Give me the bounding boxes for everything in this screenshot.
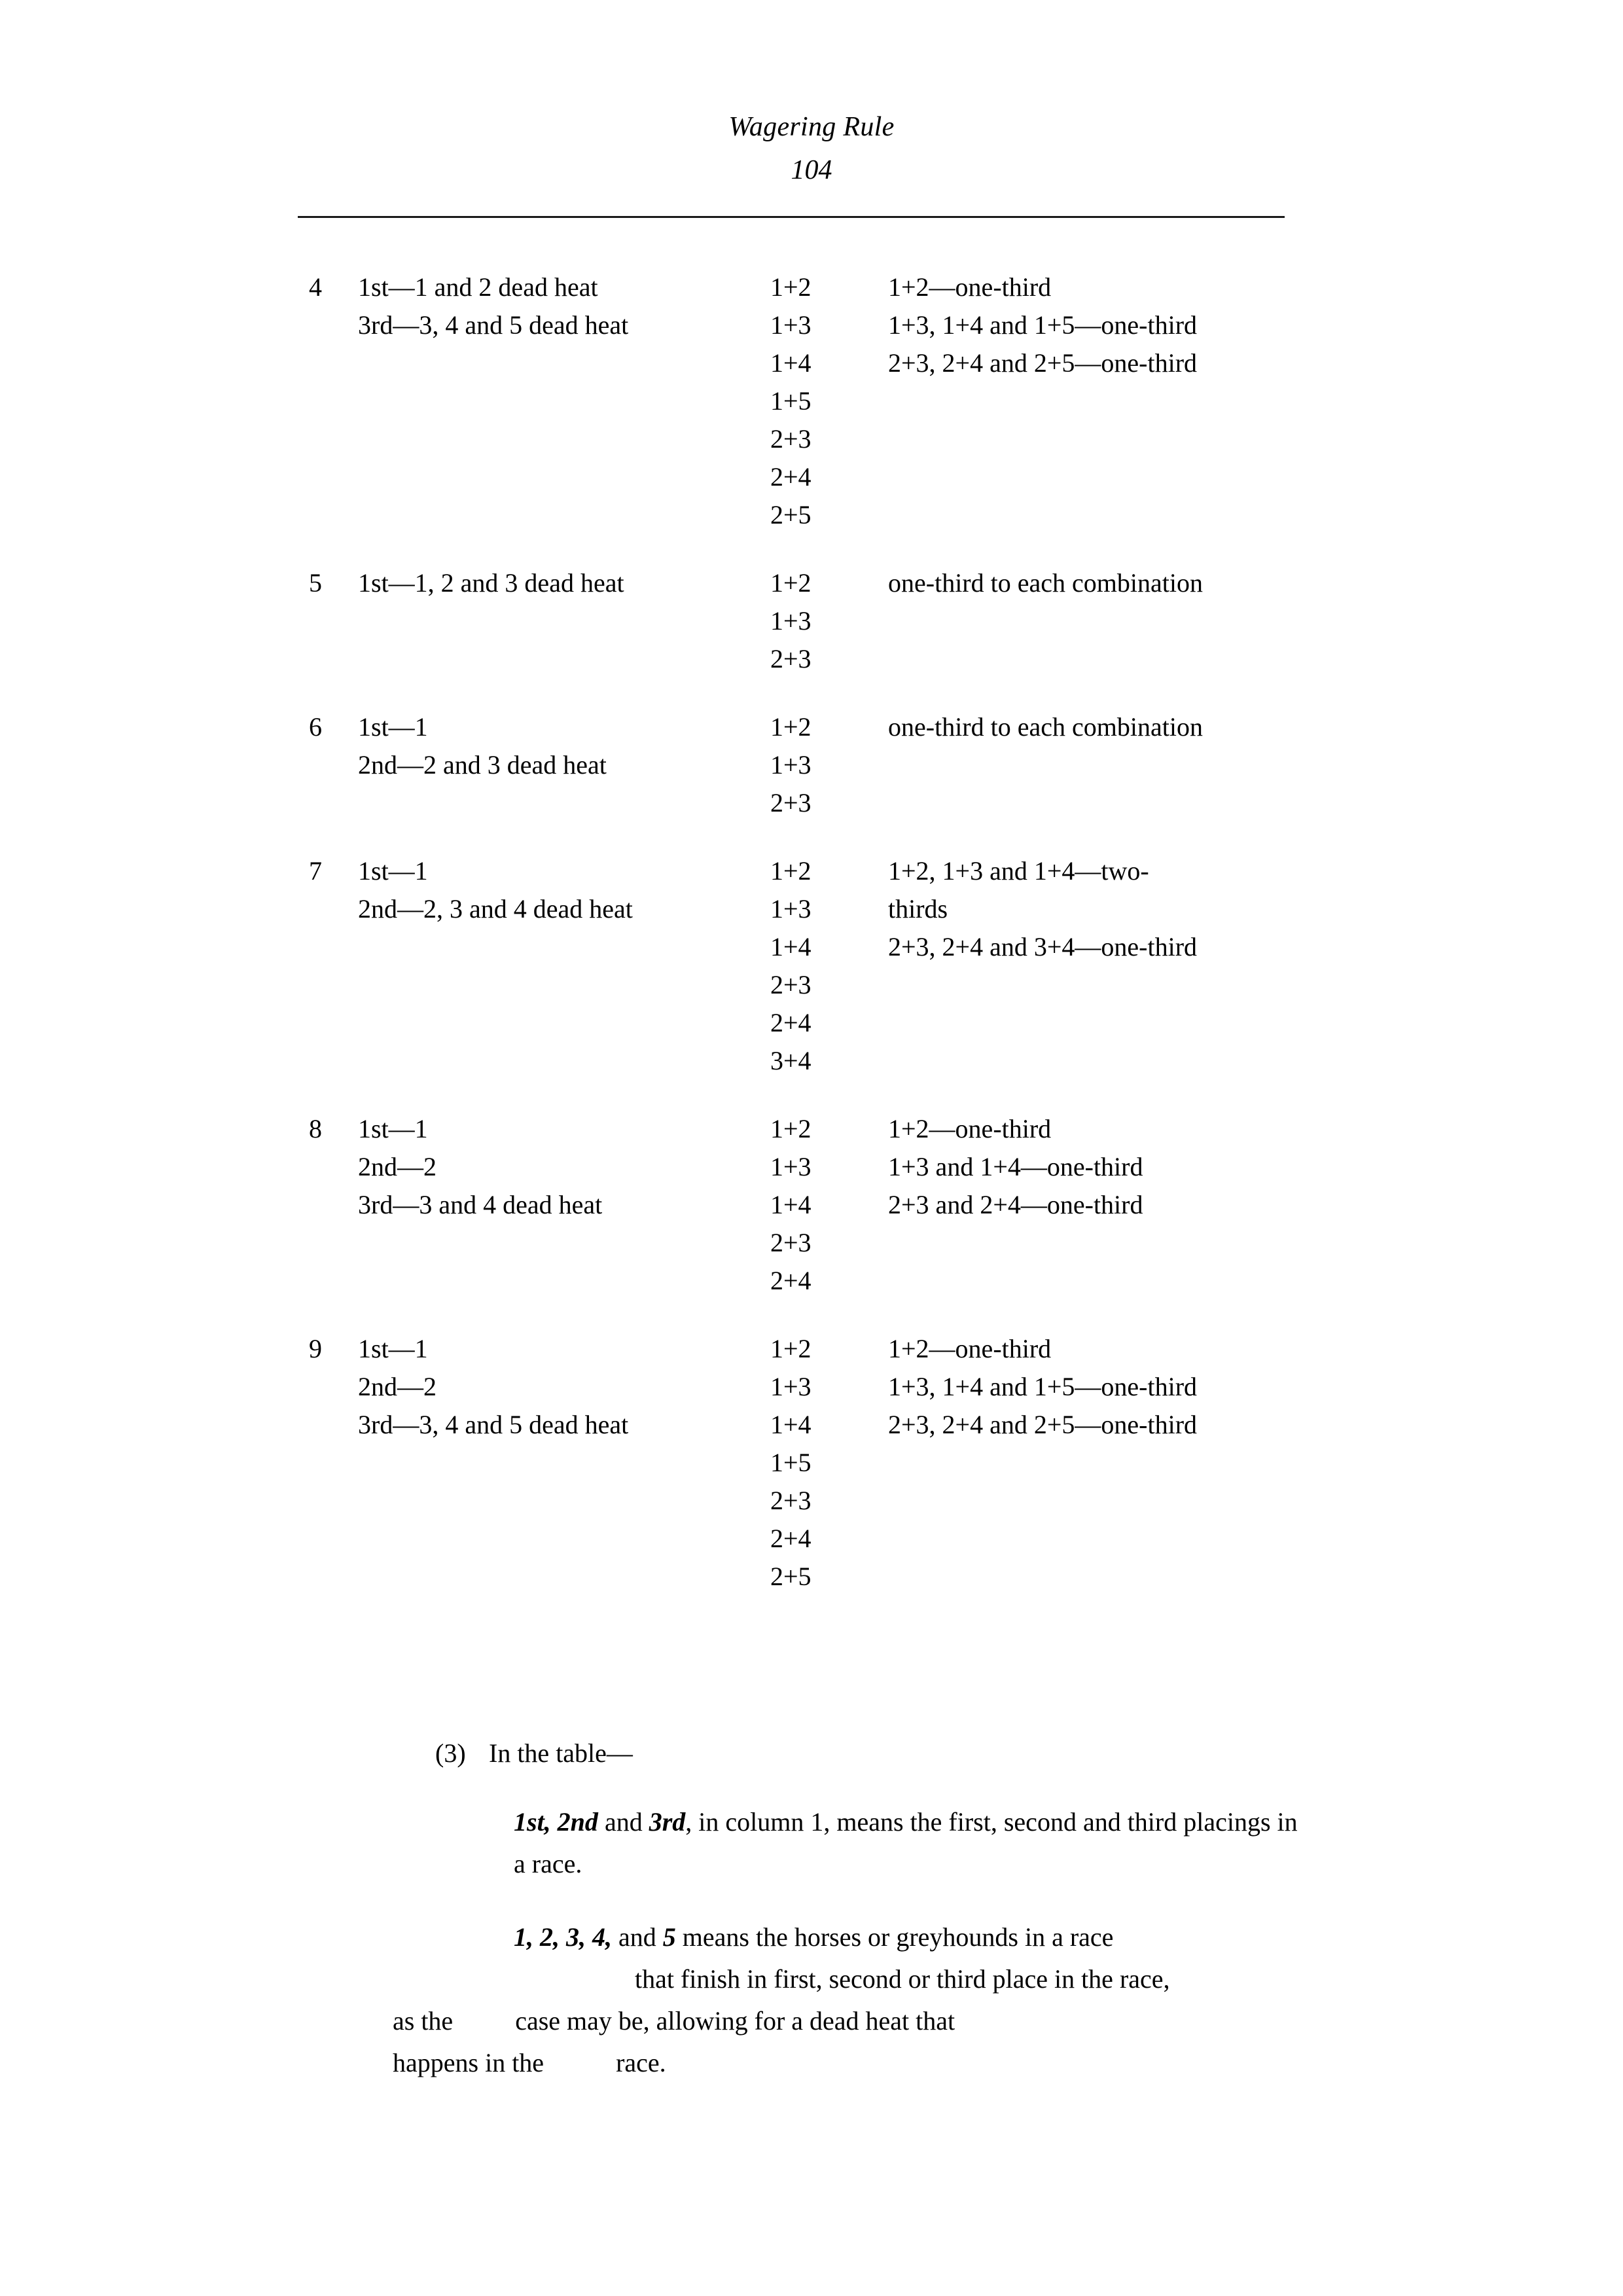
- header-divider: [298, 216, 1285, 218]
- placing-line: 3rd—3, 4 and 5 dead heat: [358, 310, 629, 340]
- note-marker: (3): [435, 1738, 466, 1768]
- header-page-number: 104: [791, 154, 832, 185]
- combination-line: 2+3: [770, 644, 812, 673]
- placing-line: 1st—1 and 2 dead heat: [358, 272, 598, 302]
- combination-line: 1+3: [770, 1372, 812, 1401]
- dividends-cell: [888, 564, 1294, 602]
- placing-line: 1st—1: [358, 1334, 428, 1363]
- combination-line: 2+3: [770, 970, 812, 999]
- dividend-line: 2+3, 2+4 and 2+5—one-third: [888, 348, 1198, 378]
- dividend-line: thirds: [888, 894, 948, 924]
- combinations-cell: [770, 708, 888, 822]
- combination-line: 1+4: [770, 1410, 812, 1439]
- row-number: 5: [309, 568, 322, 598]
- combinations-cell: [770, 564, 888, 678]
- combination-line: 1+5: [770, 386, 812, 416]
- dividend-line: 1+2, 1+3 and 1+4—two-: [888, 856, 1149, 886]
- combination-line: 2+3: [770, 788, 812, 817]
- dividend-line: 1+2—one-third: [888, 1334, 1052, 1363]
- definition-runners-text-1: means the horses or greyhounds in a race: [675, 1922, 1114, 1952]
- dividend-line: 1+3, 1+4 and 1+5—one-third: [888, 1372, 1198, 1401]
- placings-cell: [358, 852, 770, 928]
- definition-runners-text-4a: happens in the: [393, 2048, 544, 2077]
- definition-runners-text-4b: race.: [616, 2048, 666, 2077]
- combination-line: 1+3: [770, 750, 812, 780]
- dividends-cell: [888, 852, 1294, 966]
- definition-term-1st-2nd: 1st, 2nd: [514, 1807, 598, 1837]
- placing-line: 2nd—2: [358, 1372, 437, 1401]
- combination-line: 1+5: [770, 1448, 812, 1477]
- placing-line: 2nd—2: [358, 1152, 437, 1181]
- placing-line: 2nd—2 and 3 dead heat: [358, 750, 607, 780]
- definition-runners-line-3: [393, 2000, 1309, 2042]
- placings-cell: [358, 1330, 770, 1444]
- definition-runners-line-4: [393, 2042, 1309, 2084]
- dividends-cell: [888, 268, 1294, 382]
- placings-cell: [358, 1110, 770, 1224]
- row-number: 7: [309, 856, 322, 886]
- placing-line: 1st—1: [358, 1114, 428, 1143]
- placing-line: 3rd—3 and 4 dead heat: [358, 1190, 603, 1219]
- combination-line: 2+5: [770, 1562, 812, 1591]
- combination-line: 1+3: [770, 1152, 812, 1181]
- table-row: [0, 708, 1623, 822]
- dividend-line: one-third to each combination: [888, 712, 1203, 742]
- dividend-line: 1+2—one-third: [888, 1114, 1052, 1143]
- row-number: 8: [309, 1114, 322, 1143]
- combination-line: 1+3: [770, 606, 812, 636]
- definition-runners-text-3b: case may be, allowing for a dead heat that: [515, 2006, 955, 2036]
- table-row: [0, 1110, 1623, 1300]
- definition-term-five: 5: [662, 1922, 676, 1952]
- combination-line: 2+3: [770, 1486, 812, 1515]
- combinations-cell: [770, 852, 888, 1080]
- note-intro: [435, 1734, 1623, 1772]
- combination-line: 2+4: [770, 1266, 812, 1295]
- definition-term-3rd: 3rd: [649, 1807, 686, 1837]
- table-row: [0, 1330, 1623, 1596]
- dividend-line: 1+2—one-third: [888, 272, 1052, 302]
- combination-line: 1+4: [770, 348, 812, 378]
- definition-runners-line-1: [514, 1916, 1309, 1958]
- combinations-cell: [770, 1110, 888, 1300]
- table-row: [0, 852, 1623, 1080]
- dividends-cell: [888, 708, 1294, 746]
- placings-cell: [358, 564, 770, 602]
- combination-line: 3+4: [770, 1046, 812, 1075]
- definition-runners-line-2: [514, 1958, 1309, 2000]
- definition-conjunction-2: and: [612, 1922, 663, 1952]
- combination-line: 1+2: [770, 272, 812, 302]
- definition-placings-body: , in column 1, means the first, second and third placings in a race.: [514, 1807, 1298, 1878]
- dividend-line: one-third to each combination: [888, 568, 1203, 598]
- placings-cell: [358, 268, 770, 344]
- placing-line: 1st—1, 2 and 3 dead heat: [358, 568, 624, 598]
- page-header: [0, 111, 1623, 187]
- dividend-line: 1+3, 1+4 and 1+5—one-third: [888, 310, 1198, 340]
- combination-line: 2+4: [770, 1524, 812, 1553]
- combination-line: 1+4: [770, 932, 812, 961]
- combination-line: 1+3: [770, 894, 812, 924]
- combination-line: 1+4: [770, 1190, 812, 1219]
- definition-runners-text-3a: as the: [393, 2006, 454, 2036]
- placing-line: 2nd—2, 3 and 4 dead heat: [358, 894, 633, 924]
- table-row: [0, 564, 1623, 678]
- placing-line: 1st—1: [358, 856, 428, 886]
- dividend-line: 1+3 and 1+4—one-third: [888, 1152, 1143, 1181]
- note-intro-text: In the table—: [489, 1738, 633, 1768]
- combination-line: 1+2: [770, 568, 812, 598]
- combinations-cell: [770, 268, 888, 534]
- placing-line: 3rd—3, 4 and 5 dead heat: [358, 1410, 629, 1439]
- dividend-line: 2+3, 2+4 and 3+4—one-third: [888, 932, 1198, 961]
- dividend-line: 2+3 and 2+4—one-third: [888, 1190, 1143, 1219]
- placings-cell: [358, 708, 770, 784]
- combination-line: 2+5: [770, 500, 812, 529]
- definition-term-numbers: 1, 2, 3, 4,: [514, 1922, 612, 1952]
- placing-line: 1st—1: [358, 712, 428, 742]
- combination-line: 1+2: [770, 712, 812, 742]
- definition-conjunction-1: and: [597, 1807, 649, 1837]
- dividend-line: 2+3, 2+4 and 2+5—one-third: [888, 1410, 1198, 1439]
- combinations-cell: [770, 1330, 888, 1596]
- definition-placings: [514, 1801, 1309, 1885]
- row-number: 6: [309, 712, 322, 742]
- row-number: 9: [309, 1334, 322, 1363]
- combination-line: 1+2: [770, 1334, 812, 1363]
- combination-line: 2+4: [770, 462, 812, 492]
- definition-runners-text-2: that finish in first, second or third place in the race,: [635, 1964, 1170, 1994]
- dividends-cell: [888, 1110, 1294, 1224]
- combination-line: 1+2: [770, 1114, 812, 1143]
- dead-heat-dividend-table: [0, 268, 1623, 1626]
- combination-line: 1+2: [770, 856, 812, 886]
- notes-section: [0, 1734, 1623, 2084]
- combination-line: 1+3: [770, 310, 812, 340]
- table-row: [0, 268, 1623, 534]
- dividends-cell: [888, 1330, 1294, 1444]
- combination-line: 2+4: [770, 1008, 812, 1037]
- header-title: Wagering Rule: [728, 112, 895, 142]
- definition-runners: [393, 1916, 1309, 2084]
- combination-line: 2+3: [770, 424, 812, 454]
- row-number: 4: [309, 272, 322, 302]
- combination-line: 2+3: [770, 1228, 812, 1257]
